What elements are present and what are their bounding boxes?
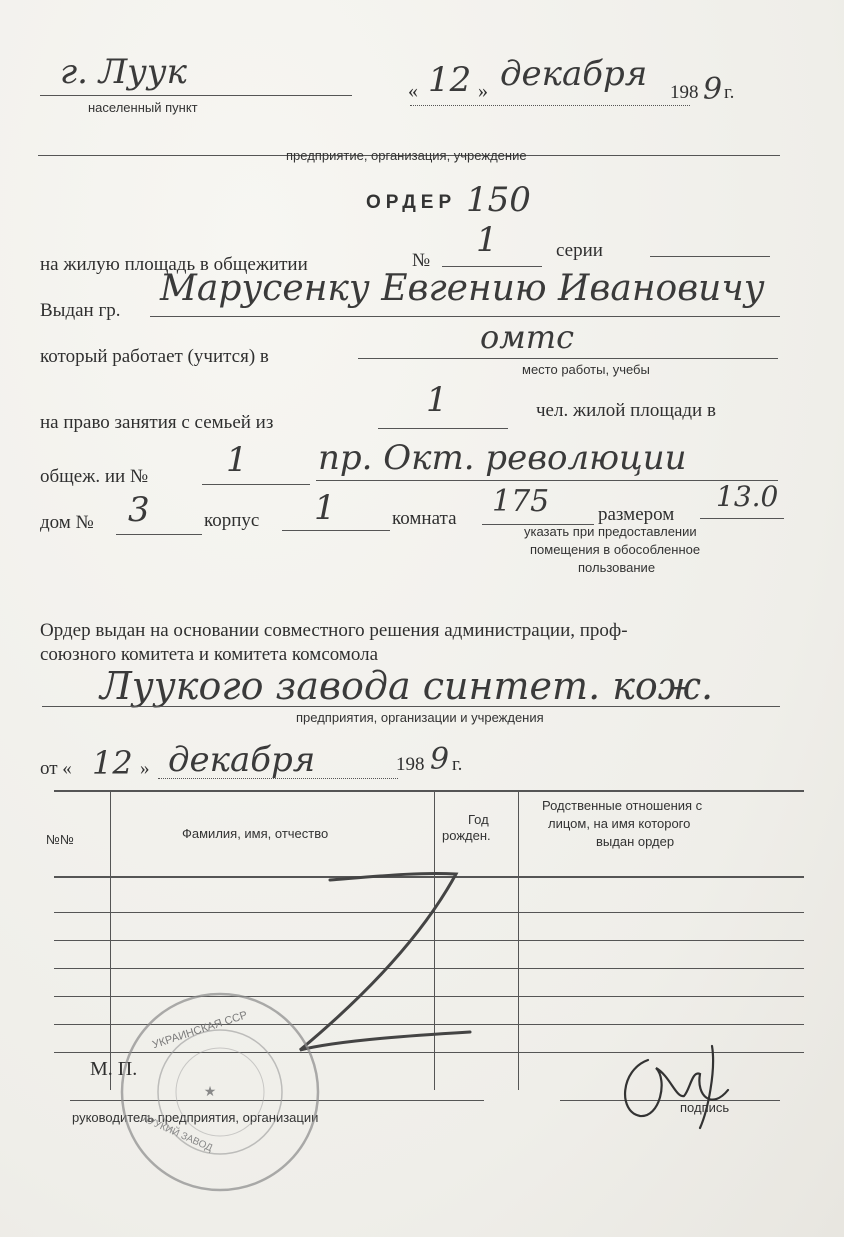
svg-text:ЛУУКИЙ ЗАВОД: ЛУУКИЙ ЗАВОД xyxy=(140,1113,214,1155)
header-date-month: декабря xyxy=(500,54,648,94)
dorm-label: общеж. ии № xyxy=(40,466,149,487)
col-relation-3: выдан ордер xyxy=(596,834,675,849)
dorm-street: пр. Окт. революции xyxy=(318,438,687,478)
basis-caption: предприятия, организации и учреждения xyxy=(296,710,544,725)
size-caption-2: помещения в обособленное xyxy=(530,542,701,557)
basis-date-close: » xyxy=(140,758,150,779)
signature-caption: подпись xyxy=(680,1100,730,1115)
col-relation-1: Родственные отношения с xyxy=(542,798,703,813)
city-handwritten: г. Луук xyxy=(60,52,187,92)
col-relation-2: лицом, на имя которого xyxy=(548,816,691,831)
basis-line-1: Ордер выдан на основании совместного решения администрации, проф- xyxy=(40,620,628,641)
basis-year-digit: 9 xyxy=(430,742,450,777)
house-label: дом № xyxy=(40,512,94,533)
room-label: комната xyxy=(392,508,457,529)
basis-year-prefix: 198 xyxy=(396,754,425,775)
header-year-suffix: г. xyxy=(724,82,735,103)
org-caption: предприятие, организация, учреждение xyxy=(286,148,527,163)
korpus-label: корпус xyxy=(204,510,260,531)
basis-value: Луукого завода синтет. кож. xyxy=(100,664,714,708)
series-label: серии xyxy=(556,240,603,261)
dormitory-label: на жилую площадь в общежитии xyxy=(40,254,308,275)
korpus-number: 1 xyxy=(314,488,336,528)
head-caption: руководитель предприятия, организации xyxy=(72,1110,319,1125)
dormitory-no-label: № xyxy=(412,250,431,271)
issued-label: Выдан гр. xyxy=(40,300,121,321)
header-year-prefix: 198 xyxy=(670,82,699,103)
col-birth-year-1: Год xyxy=(468,812,489,827)
room-number: 175 xyxy=(492,484,550,519)
house-number: 3 xyxy=(128,490,150,530)
works-caption: место работы, учебы xyxy=(522,362,650,377)
header-year-digit: 9 xyxy=(703,72,723,107)
family-count: 1 xyxy=(426,380,448,420)
works-label: который работает (учится) в xyxy=(40,346,269,367)
size-caption-1: указать при предоставлении xyxy=(524,524,697,539)
order-document: г. Луук населенный пункт « 12 » декабря 198 9 г. предприятие, организация, учреждение ОРДЕР 150 на жилую площадь в общежитии № 1 серии Выдан гр. Марусенку Евгению Ивановичу который работает (учится) в омтс место работы, учебы на право занятия с семьей из 1 чел. жилой площади в общеж. ии № 1 пр. Окт. революции дом № 3 корпус 1 комната 175 размером 13.0 указать при предоставлении помещения в обособленное пользование Ордер выдан на основании совместного решения администрации, проф- союзного комитета и комитета комсомола Луукого завода синтет. кож. предприятия, организации и учреждения от « 12 » декабря 198 9 г. №№ Фамилия, имя, отчество Год рожден. Родственные отношения с лицом, на имя которого выдан ордер М. П. руководитель предприятия, организации подпись УКРАИНСКАЯ ССР ЛУУКИЙ ЗАВОД ★ xyxy=(0,0,844,1237)
right-label: на право занятия с семьей из xyxy=(40,412,274,433)
basis-date-prefix: от « xyxy=(40,758,72,779)
size-value: 13.0 xyxy=(716,480,779,513)
basis-year-suffix: г. xyxy=(452,754,463,775)
issued-name: Марусенку Евгению Ивановичу xyxy=(160,268,765,309)
dorm-number: 1 xyxy=(226,440,248,480)
order-number: 150 xyxy=(466,180,531,220)
order-title: ОРДЕР xyxy=(366,192,457,213)
col-number: №№ xyxy=(46,832,74,847)
basis-date-month: декабря xyxy=(168,740,316,780)
works-value: омтс xyxy=(480,318,575,356)
header-date-day: 12 xyxy=(428,60,472,100)
col-birth-year-2: рожден. xyxy=(442,828,491,843)
city-caption: населенный пункт xyxy=(88,100,198,115)
basis-date-day: 12 xyxy=(92,744,133,782)
col-full-name: Фамилия, имя, отчество xyxy=(182,826,329,841)
svg-text:★: ★ xyxy=(203,1083,217,1099)
right-suffix: чел. жилой площади в xyxy=(536,400,716,421)
size-label: размером xyxy=(598,504,675,525)
dormitory-no-value: 1 xyxy=(476,220,498,260)
size-caption-3: пользование xyxy=(578,560,656,575)
seal-placeholder-mp: М. П. xyxy=(90,1058,138,1080)
basis-line-2: союзного комитета и комитета комсомола xyxy=(40,644,379,665)
svg-text:УКРАИНСКАЯ ССР: УКРАИНСКАЯ ССР xyxy=(150,1009,249,1052)
